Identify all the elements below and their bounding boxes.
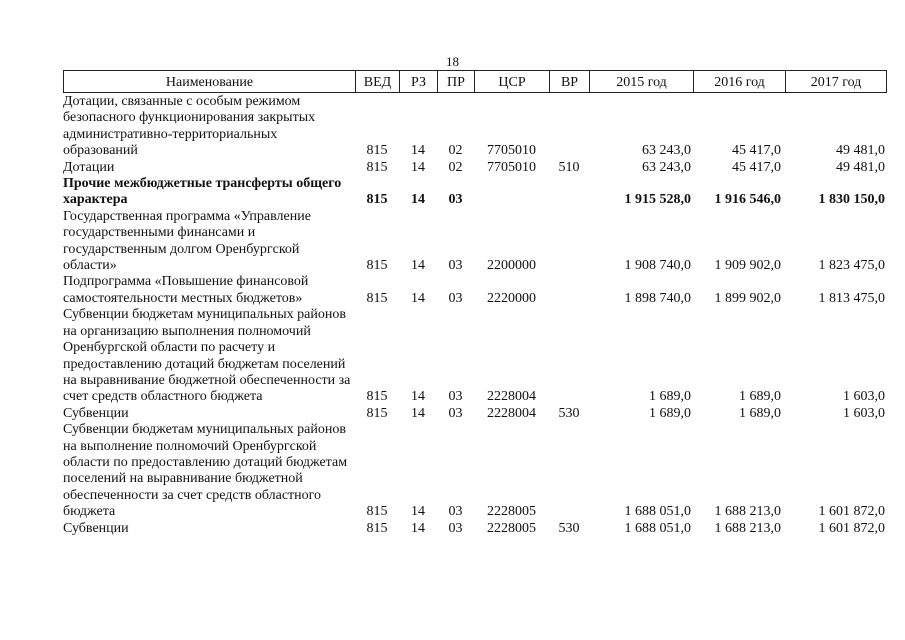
table-row	[63, 160, 885, 176]
page-number: 18	[446, 54, 459, 69]
row-pr: 02	[448, 143, 463, 159]
row-rz: 14	[411, 258, 425, 274]
row-ved: 815	[366, 389, 388, 405]
row-2016: 1 688 213,0	[714, 504, 781, 520]
row-2017: 1 601 872,0	[818, 520, 885, 536]
row-name: Субвенции бюджетам муниципальных районов на организацию выполнения полномочий Оренбургской области по расчету и предоставлению дотаций бюджетам поселений на выравнивание бюджетной обеспеченности за счет средств областного бюджета	[63, 307, 351, 405]
row-2016: 45 417,0	[732, 143, 781, 159]
row-2015: 63 243,0	[642, 143, 691, 159]
row-pr: 03	[448, 192, 463, 208]
header-2016: 2016 год	[694, 71, 786, 92]
row-name: Дотации	[63, 159, 115, 175]
row-ved: 815	[366, 258, 388, 274]
row-ved: 815	[366, 504, 388, 520]
row-2016: 1 916 546,0	[714, 192, 781, 208]
row-2017: 49 481,0	[836, 143, 885, 159]
table-header	[63, 70, 887, 93]
table-row	[63, 94, 885, 160]
table-row	[63, 422, 885, 520]
row-csr: 7705010	[487, 159, 536, 175]
table-row	[63, 176, 885, 209]
row-vr: 530	[558, 520, 580, 536]
row-pr: 03	[448, 520, 463, 536]
table-row	[63, 274, 885, 307]
header-2017: 2017 год	[810, 75, 862, 90]
row-csr: 2228004	[487, 405, 536, 421]
row-2016: 1 909 902,0	[714, 258, 781, 274]
table-row	[63, 406, 885, 422]
row-2016: 1 688 213,0	[714, 520, 781, 536]
row-csr: 7705010	[487, 143, 536, 159]
row-pr: 03	[448, 290, 463, 306]
row-rz: 14	[411, 159, 425, 175]
row-2015: 1 689,0	[649, 405, 691, 421]
header-name: Наименование	[64, 71, 356, 92]
row-csr: 2228005	[487, 504, 536, 520]
row-vr: 510	[558, 159, 580, 175]
row-2015: 1 688 051,0	[624, 504, 691, 520]
row-csr: 2200000	[487, 258, 536, 274]
row-2015: 1 908 740,0	[624, 258, 691, 274]
row-name: Прочие межбюджетные трансферты общего характера	[63, 176, 342, 208]
row-2016: 1 689,0	[739, 405, 781, 421]
row-2015: 1 688 051,0	[624, 520, 691, 536]
row-pr: 03	[448, 405, 463, 421]
row-pr: 02	[448, 159, 463, 175]
row-2016: 1 899 902,0	[714, 290, 781, 306]
row-pr: 03	[448, 258, 463, 274]
row-2017: 1 823 475,0	[818, 258, 885, 274]
row-rz: 14	[411, 143, 425, 159]
row-2016: 1 689,0	[739, 389, 781, 405]
row-rz: 14	[411, 504, 425, 520]
row-name: Подпрограмма «Повышение финансовой самостоятельности местных бюджетов»	[63, 274, 309, 306]
row-pr: 03	[448, 504, 463, 520]
row-ved: 815	[366, 192, 388, 208]
table-row	[63, 521, 885, 537]
row-csr: 2228004	[487, 389, 536, 405]
row-2017: 1 601 872,0	[818, 504, 885, 520]
row-2017: 1 603,0	[843, 389, 885, 405]
row-ved: 815	[366, 290, 388, 306]
row-2015: 1 689,0	[649, 389, 691, 405]
row-2015: 1 898 740,0	[624, 290, 691, 306]
row-rz: 14	[411, 520, 425, 536]
row-2017: 49 481,0	[836, 159, 885, 175]
row-name: Дотации, связанные с особым режимом безопасного функционирования закрытых административно-территориальных образований	[63, 94, 316, 159]
row-2015: 1 915 528,0	[624, 192, 691, 208]
header-vr: ВР	[550, 71, 590, 92]
row-csr: 2228005	[487, 520, 536, 536]
row-name: Субвенции бюджетам муниципальных районов на выполнение полномочий Оренбургской области по предоставлению дотаций бюджетам поселений на выравнивание бюджетной обеспеченности за счет средств областного бюджета	[63, 422, 348, 520]
row-ved: 815	[366, 520, 388, 536]
row-name: Субвенции	[63, 405, 129, 421]
row-rz: 14	[411, 192, 425, 208]
row-name: Государственная программа «Управление государственными финансами и государственным долгом Оренбургской области»	[63, 208, 311, 274]
row-ved: 815	[366, 405, 388, 421]
row-ved: 815	[366, 143, 388, 159]
header-rz: РЗ	[400, 71, 438, 92]
row-2017: 1 830 150,0	[818, 192, 885, 208]
row-2016: 45 417,0	[732, 159, 781, 175]
table-row	[63, 307, 885, 405]
row-pr: 03	[448, 389, 463, 405]
row-csr: 2220000	[487, 290, 536, 306]
header-pr: ПР	[438, 71, 475, 92]
row-2017: 1 603,0	[843, 405, 885, 421]
header-ved: ВЕД	[356, 71, 400, 92]
row-rz: 14	[411, 405, 425, 421]
row-2017: 1 813 475,0	[818, 290, 885, 306]
table-body	[63, 94, 885, 537]
row-rz: 14	[411, 389, 425, 405]
header-csr: ЦСР	[475, 71, 550, 92]
table-row	[63, 209, 885, 275]
row-name: Субвенции	[63, 520, 129, 536]
row-2015: 63 243,0	[642, 159, 691, 175]
header-2015: 2015 год	[590, 71, 694, 92]
row-vr: 530	[558, 405, 580, 421]
row-ved: 815	[366, 159, 388, 175]
row-rz: 14	[411, 290, 425, 306]
